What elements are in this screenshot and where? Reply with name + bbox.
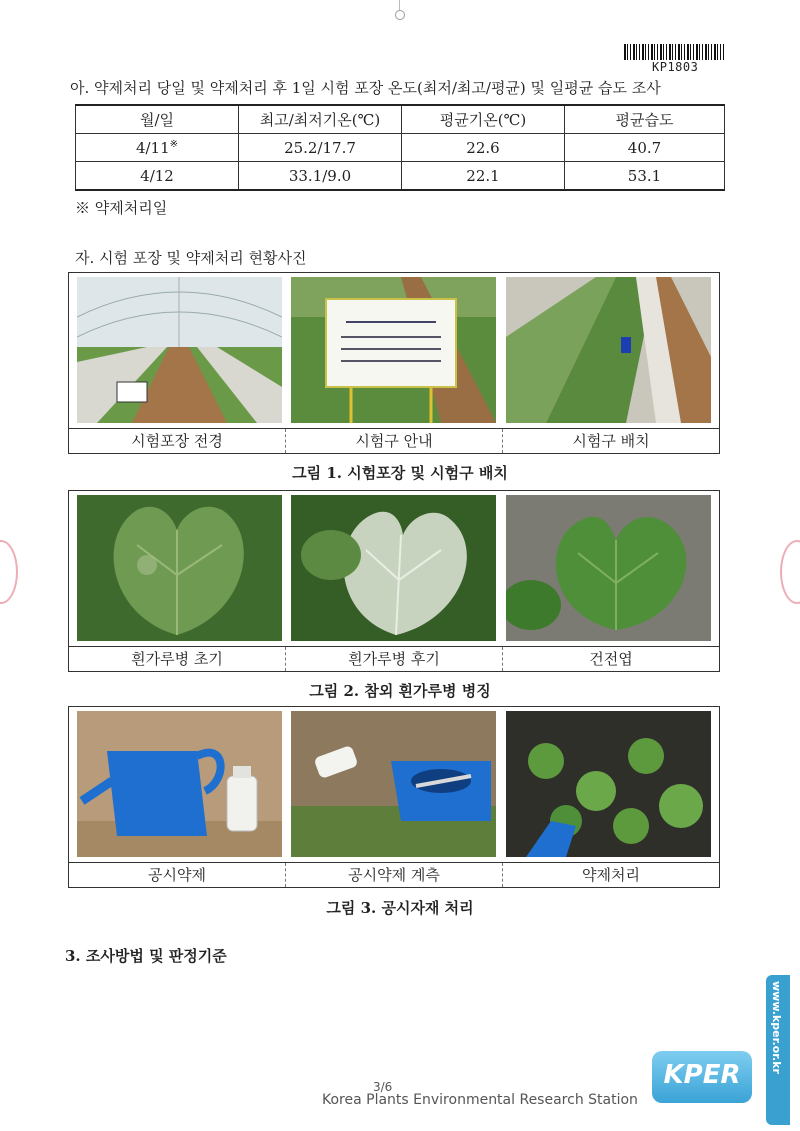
photo-test-chemical bbox=[77, 711, 282, 857]
photo-chemical-measuring bbox=[291, 711, 496, 857]
photo-chemical-treatment bbox=[506, 711, 711, 857]
maxmin-cell: 33.1/9.0 bbox=[239, 162, 402, 191]
humidity-cell: 40.7 bbox=[565, 134, 725, 162]
section-title-photos: 자. 시험 포장 및 약제처리 현황사진 bbox=[75, 249, 307, 267]
punch-hole bbox=[395, 10, 405, 20]
section-title-methods: 3. 조사방법 및 판정기준 bbox=[65, 947, 227, 965]
table-row bbox=[76, 162, 725, 191]
seal-stamp-left bbox=[0, 540, 18, 604]
kper-logo bbox=[652, 1051, 752, 1103]
treatment-day-mark: ※ bbox=[169, 138, 179, 150]
date-cell bbox=[76, 134, 239, 162]
caption: 흰가루병 초기 bbox=[69, 647, 286, 671]
date-cell: 4/12 bbox=[76, 162, 239, 191]
photo-powdery-mildew-early bbox=[77, 495, 282, 641]
section-title-climate: 아. 약제처리 당일 및 약제처리 후 1일 시험 포장 온도(최저/최고/평균) 및 일평균 습도 조사 bbox=[70, 79, 661, 97]
avg-temp-cell: 22.6 bbox=[402, 134, 565, 162]
caption: 공시약제 계측 bbox=[286, 863, 503, 887]
figure-2-photos bbox=[69, 491, 719, 644]
photo-plot-layout bbox=[506, 277, 711, 423]
date-value: 4/11 bbox=[135, 138, 170, 157]
caption: 시험구 배치 bbox=[572, 432, 650, 450]
website-side-tab bbox=[766, 975, 790, 1125]
photo-greenhouse-overview bbox=[77, 277, 282, 423]
caption: 약제처리 bbox=[582, 866, 640, 884]
table-header-row bbox=[76, 105, 725, 134]
photo-trial-signboard bbox=[291, 277, 496, 423]
photo-healthy-leaf bbox=[506, 495, 711, 641]
table-row bbox=[76, 134, 725, 162]
figure-1-strip bbox=[68, 272, 720, 454]
seal-stamp-right bbox=[780, 540, 800, 604]
figure-1-captions bbox=[69, 428, 719, 453]
document-code: KP1803 bbox=[652, 60, 699, 74]
humidity-cell: 53.1 bbox=[565, 162, 725, 191]
column-header: 월/일 bbox=[76, 105, 239, 134]
page-number: 3/6 bbox=[373, 1080, 393, 1094]
maxmin-cell: 25.2/17.7 bbox=[239, 134, 402, 162]
caption: 공시약제 bbox=[69, 863, 286, 887]
figure-2-title: 그림 2. 참외 흰가루병 병징 bbox=[309, 682, 491, 700]
avg-temp-cell: 22.1 bbox=[402, 162, 565, 191]
figure-3-title: 그림 3. 공시자재 처리 bbox=[326, 899, 474, 917]
logo-text: KPER bbox=[663, 1060, 741, 1090]
figure-3-strip bbox=[68, 706, 720, 888]
caption: 건전엽 bbox=[589, 650, 633, 668]
caption: 흰가루병 후기 bbox=[286, 647, 503, 671]
caption: 시험포장 전경 bbox=[69, 429, 286, 453]
barcode bbox=[624, 44, 724, 60]
binding-mark bbox=[399, 0, 400, 10]
figure-1-title: 그림 1. 시험포장 및 시험구 배치 bbox=[292, 464, 508, 482]
figure-3-captions bbox=[69, 862, 719, 887]
figure-2-strip bbox=[68, 490, 720, 672]
table-note: ※ 약제처리일 bbox=[75, 199, 168, 217]
figure-2-captions bbox=[69, 646, 719, 671]
column-header: 평균습도 bbox=[565, 105, 725, 134]
climate-table bbox=[75, 104, 725, 191]
figure-1-photos bbox=[69, 273, 719, 426]
column-header: 최고/최저기온(℃) bbox=[239, 105, 402, 134]
photo-powdery-mildew-late bbox=[291, 495, 496, 641]
station-name: Korea Plants Environmental Research Station bbox=[322, 1092, 638, 1108]
website-url: www.kper.or.kr bbox=[770, 981, 783, 1074]
column-header: 평균기온(℃) bbox=[402, 105, 565, 134]
figure-3-photos bbox=[69, 707, 719, 860]
caption: 시험구 안내 bbox=[286, 429, 503, 453]
